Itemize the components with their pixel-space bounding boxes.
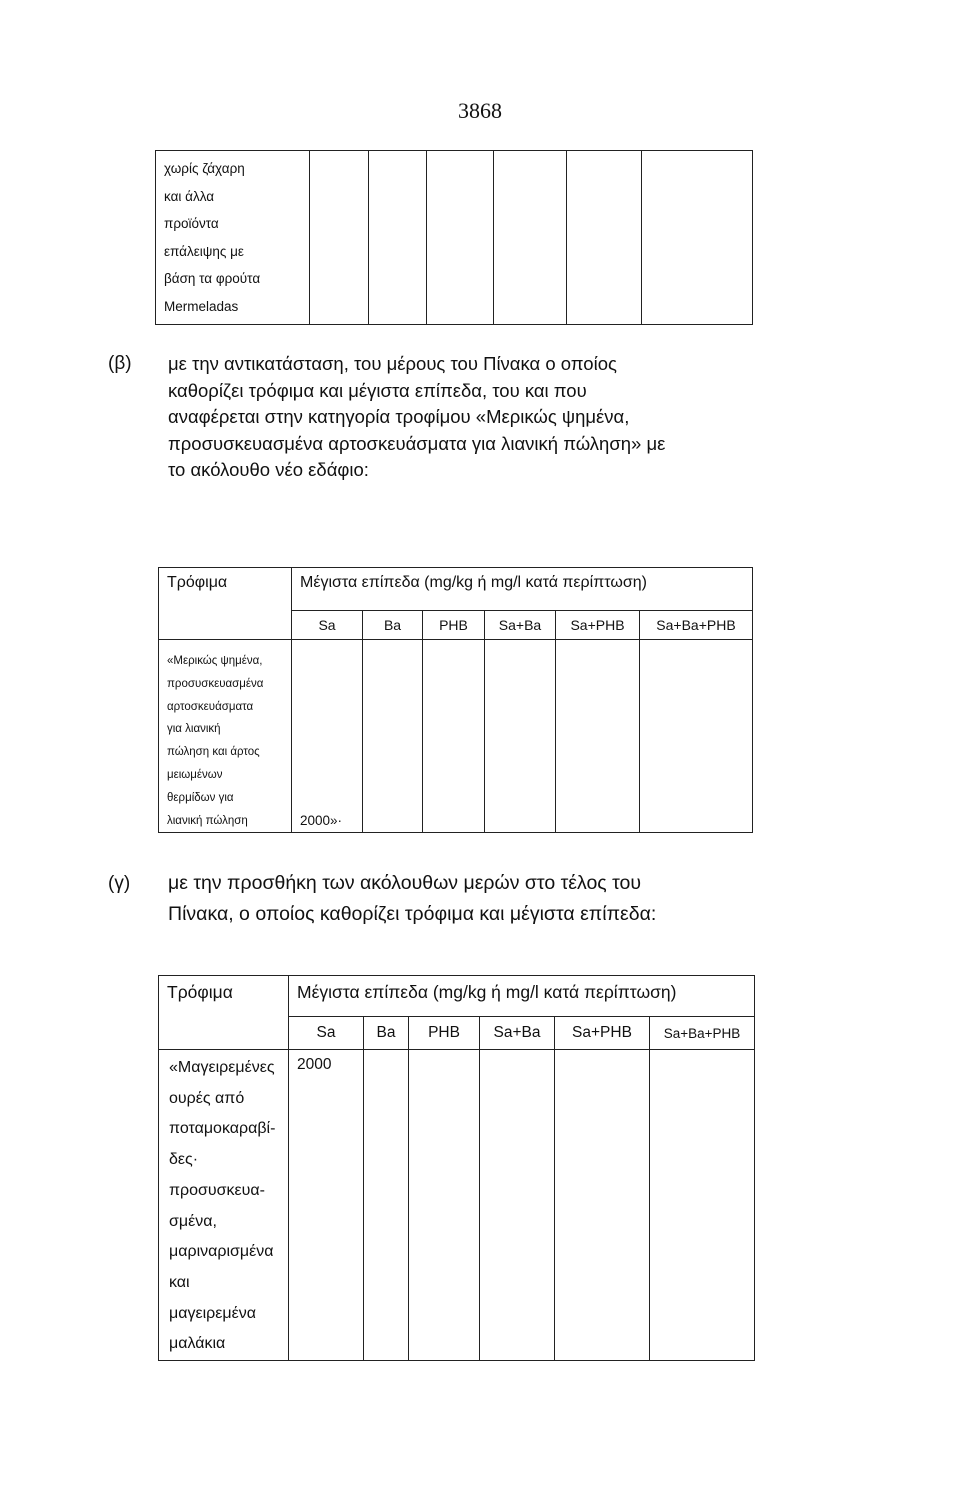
food-line: θερμίδων για — [167, 791, 234, 804]
food-line: αρτοσκευάσματα — [167, 700, 254, 713]
food-line: μειωμένων — [167, 768, 223, 781]
food-line: προσυσκευα- — [169, 1181, 265, 1199]
column-header-ba: Ba — [364, 1017, 409, 1050]
paragraph-line: με την προσθήκη των ακόλουθων μερών στο τέλος του — [168, 872, 642, 894]
table-b — [158, 567, 753, 833]
sa-value: 2000»· — [292, 640, 363, 833]
column-header-sa-phb: Sa+PHB — [556, 611, 640, 640]
food-line: δες· — [169, 1151, 199, 1169]
section-b-text — [168, 351, 728, 484]
continuation-table — [155, 150, 753, 325]
food-line: επάλειψης με — [164, 243, 244, 259]
column-header-phb: PHB — [423, 611, 485, 640]
table-cell — [480, 1050, 555, 1361]
column-header-sa: Sa — [292, 611, 363, 640]
max-levels-header: Μέγιστα επίπεδα (mg/kg ή mg/l κατά περίπτωση) — [292, 568, 753, 611]
food-cell — [159, 640, 292, 833]
food-line: Mermeladas — [164, 298, 239, 314]
food-line: για λιανική — [167, 723, 221, 736]
section-marker-g: (γ) — [108, 873, 131, 894]
column-header-sa-ba: Sa+Ba — [480, 1017, 555, 1050]
food-line: μαγειρεμένα — [169, 1304, 256, 1322]
table-cell — [556, 640, 640, 833]
table-cell — [567, 151, 642, 325]
food-line: ποταμοκαραβί- — [169, 1120, 276, 1138]
food-header: Τρόφιμα — [159, 568, 292, 640]
food-line: και άλλα — [164, 188, 215, 204]
food-line: λιανική πώληση — [167, 814, 248, 827]
food-line: μαλάκια — [169, 1335, 226, 1353]
table-cell — [364, 1050, 409, 1361]
table-cell — [485, 640, 556, 833]
food-line: χωρίς ζάχαρη — [164, 161, 245, 176]
food-line: προϊόντα — [164, 216, 219, 231]
table-cell — [650, 1050, 755, 1361]
food-line: ουρές από — [169, 1089, 245, 1107]
table-cell — [427, 151, 494, 325]
section-marker-b: (β) — [108, 353, 132, 374]
column-header-sa: Sa — [289, 1017, 364, 1050]
column-header-sa-ba-phb: Sa+Ba+PHB — [650, 1017, 755, 1050]
table-g — [158, 975, 755, 1361]
table-cell — [369, 151, 427, 325]
paragraph-line: προσυσκευασμένα αρτοσκευάσματα για λιανική πώληση» με — [168, 432, 666, 454]
paragraph-line: αναφέρεται στην κατηγορία τροφίμου «Μερικώς ψημένα, — [168, 406, 630, 427]
table-cell — [363, 640, 423, 833]
paragraph-line: με την αντικατάσταση, του μέρους του Πίνακα ο οποίος — [168, 353, 617, 374]
table-cell — [642, 151, 753, 325]
food-line: βάση τα φρούτα — [164, 271, 261, 286]
paragraph-line: καθορίζει τρόφιμα και μέγιστα επίπεδα, του και που — [168, 379, 587, 401]
column-header-sa-ba-phb: Sa+Ba+PHB — [640, 611, 753, 640]
section-g-text — [168, 868, 748, 930]
food-cell — [156, 151, 310, 325]
food-line: πώληση και άρτος — [167, 746, 260, 759]
paragraph-line: το ακόλουθο νέο εδάφιο: — [168, 459, 369, 480]
paragraph-line: Πίνακα, ο οποίος καθορίζει τρόφιμα και μέγιστα επίπεδα: — [168, 903, 657, 925]
food-line: «Μερικώς ψημένα, — [167, 655, 263, 667]
column-header-ba: Ba — [363, 611, 423, 640]
food-line: μαριναρισμένα — [169, 1243, 274, 1261]
sa-value: 2000 — [289, 1050, 364, 1361]
table-cell — [423, 640, 485, 833]
food-header: Τρόφιμα — [159, 976, 289, 1050]
food-line: προσυσκευασμένα — [167, 677, 264, 690]
table-cell — [640, 640, 753, 833]
max-levels-header: Μέγιστα επίπεδα (mg/kg ή mg/l κατά περίπτωση) — [289, 976, 755, 1017]
table-cell — [494, 151, 567, 325]
food-line: «Μαγειρεμένες — [169, 1059, 275, 1076]
food-cell — [159, 1050, 289, 1361]
column-header-phb: PHB — [409, 1017, 480, 1050]
column-header-sa-phb: Sa+PHB — [555, 1017, 650, 1050]
food-line: και — [169, 1273, 190, 1291]
page-number: 3868 — [458, 98, 502, 123]
table-cell — [555, 1050, 650, 1361]
food-line: σμένα, — [169, 1212, 217, 1230]
table-cell — [409, 1050, 480, 1361]
column-header-sa-ba: Sa+Ba — [485, 611, 556, 640]
table-cell — [310, 151, 369, 325]
